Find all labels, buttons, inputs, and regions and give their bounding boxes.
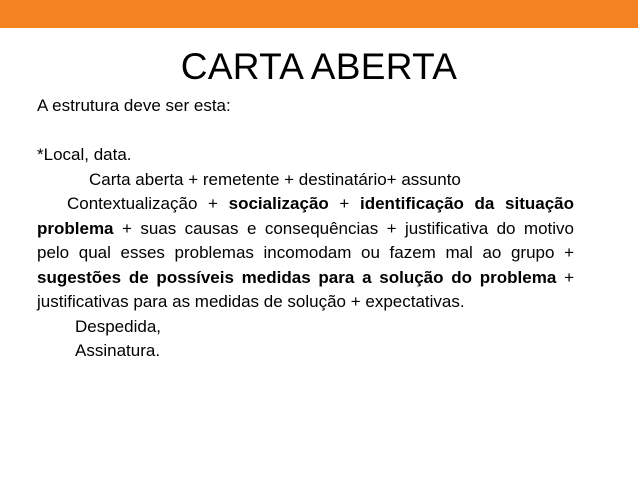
farewell-line: Despedida,	[75, 316, 162, 336]
slide-content	[37, 94, 574, 364]
signature-line: Assinatura.	[75, 341, 161, 360]
body-bold-identificacao: identificação da situação problema	[37, 194, 574, 238]
slide-title: CARTA ABERTA	[180, 46, 458, 87]
local-data-line: *Local, data.	[37, 145, 132, 164]
blank-line	[37, 119, 574, 144]
body-structure-paragraph	[37, 192, 574, 315]
body-text-4: + justificativas para as medidas de solução + expectativas.	[37, 267, 574, 311]
body-text-3: + suas causas e consequências + justificativa do motivo pelo qual esses problemas incomodam ou fazem mal ao grupo +	[37, 218, 574, 262]
body-bold-sugestoes: sugestões de possíveis medidas para a solução do problema	[37, 267, 557, 287]
body-text-1: Contextualização +	[67, 194, 229, 213]
body-text-2: +	[328, 194, 360, 213]
header-structure-line: Carta aberta + remetente + destinatário+ assunto	[89, 169, 461, 189]
intro-line: A estrutura deve ser esta:	[37, 96, 231, 115]
top-accent-bar	[0, 0, 638, 28]
body-bold-socializacao: socialização	[228, 194, 329, 213]
